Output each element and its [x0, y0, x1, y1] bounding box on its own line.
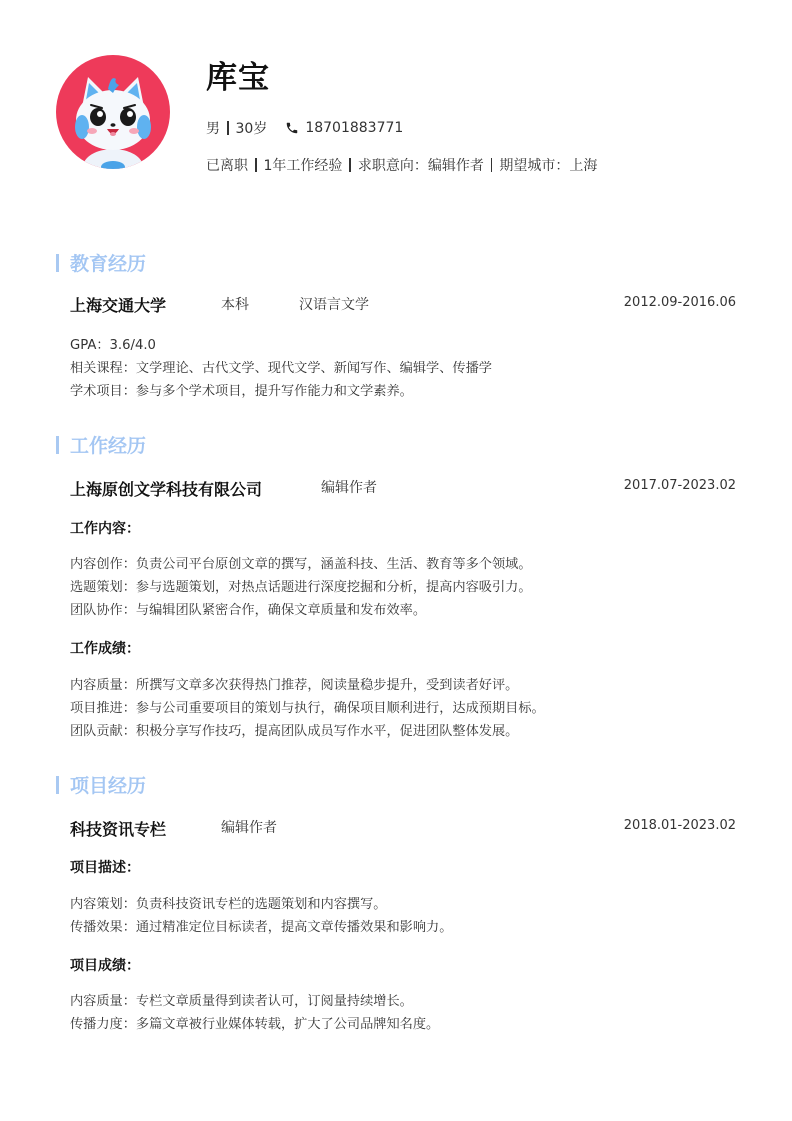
project-desc-heading: 项目描述：	[70, 860, 140, 876]
cat-avatar-icon	[56, 55, 170, 169]
education-line: 相关课程：文学理论、古代文学、现代文学、新闻写作、编辑学、传播学	[70, 361, 492, 376]
work-achievement-line: 内容质量：所撰写文章多次获得热门推荐，阅读量稳步提升，受到读者好评。	[70, 678, 519, 693]
divider	[491, 158, 493, 172]
section-accent-bar	[56, 254, 59, 272]
company-name: 上海原创文学科技有限公司	[70, 480, 263, 499]
divider	[349, 158, 351, 172]
section-title: 工作经历	[70, 435, 147, 457]
job-intention: 求职意向：编辑作者	[357, 158, 484, 174]
project-role: 编辑作者	[221, 820, 277, 836]
school-name: 上海交通大学	[70, 296, 167, 315]
divider	[227, 121, 229, 135]
job-intent-row	[206, 155, 597, 175]
work-date: 2017.07-2023.02	[623, 478, 736, 493]
education-line: 学术项目：参与多个学术项目，提升写作能力和文学素养。	[70, 384, 413, 399]
education-section-header	[56, 249, 146, 276]
education-date: 2012.09-2016.06	[623, 295, 736, 310]
project-name: 科技资讯专栏	[70, 820, 167, 839]
phone-icon	[285, 121, 299, 135]
section-title: 项目经历	[70, 775, 147, 797]
project-achievement-line: 传播力度：多篇文章被行业媒体转载，扩大了公司品牌知名度。	[70, 1017, 440, 1032]
section-title: 教育经历	[70, 253, 147, 275]
project-desc-line: 内容策划：负责科技资讯专栏的选题策划和内容撰写。	[70, 897, 387, 912]
expected-city: 期望城市：上海	[499, 158, 598, 174]
work-section-header	[56, 431, 146, 458]
degree: 本科	[221, 297, 249, 313]
basic-info-row	[206, 118, 403, 138]
project-section-header	[56, 771, 146, 798]
major: 汉语言文学	[299, 297, 369, 313]
section-accent-bar	[56, 436, 59, 454]
age-text: 30岁	[235, 121, 268, 137]
phone-number: 18701883771	[305, 120, 404, 136]
work-content-line: 选题策划：参与选题策划，对热点话题进行深度挖掘和分析，提高内容吸引力。	[70, 580, 532, 595]
project-achievement-line: 内容质量：专栏文章质量得到读者认可，订阅量持续增长。	[70, 994, 413, 1009]
experience-years: 1年工作经验	[263, 158, 343, 174]
work-achievement-heading: 工作成绩：	[70, 641, 140, 657]
avatar	[56, 55, 170, 169]
section-accent-bar	[56, 776, 59, 794]
job-role: 编辑作者	[321, 480, 377, 496]
employment-status: 已离职	[206, 158, 248, 174]
project-achievement-heading: 项目成绩：	[70, 958, 140, 974]
project-date: 2018.01-2023.02	[623, 818, 736, 833]
gender-text: 男	[206, 121, 220, 137]
work-content-heading: 工作内容：	[70, 521, 140, 537]
work-content-line: 团队协作：与编辑团队紧密合作，确保文章质量和发布效率。	[70, 603, 427, 618]
work-content-line: 内容创作：负责公司平台原创文章的撰写，涵盖科技、生活、教育等多个领域。	[70, 557, 532, 572]
divider	[255, 158, 257, 172]
project-desc-line: 传播效果：通过精准定位目标读者，提高文章传播效果和影响力。	[70, 920, 453, 935]
candidate-name: 库宝	[206, 60, 270, 96]
work-achievement-line: 团队贡献：积极分享写作技巧，提高团队成员写作水平，促进团队整体发展。	[70, 724, 519, 739]
work-achievement-line: 项目推进：参与公司重要项目的策划与执行，确保项目顺利进行，达成预期目标。	[70, 701, 545, 716]
education-line: GPA：3.6/4.0	[70, 338, 156, 353]
